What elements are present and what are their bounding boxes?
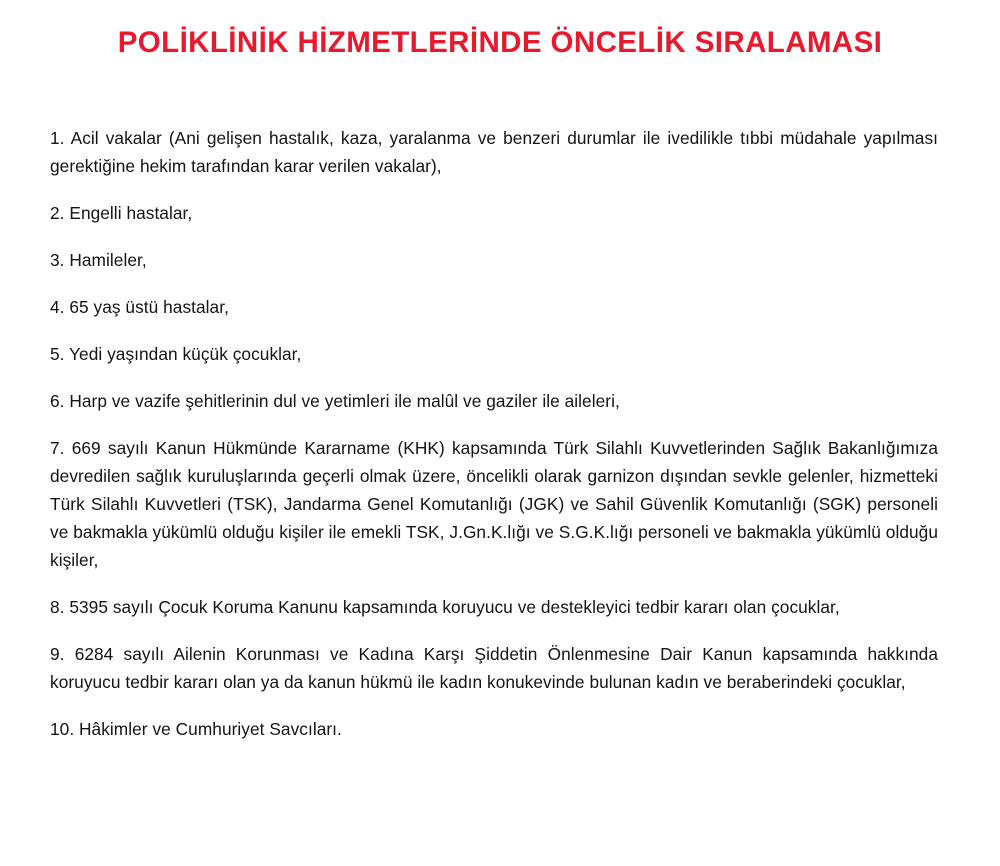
list-item: 3. Hamileler, (50, 249, 147, 270)
list-item: 7. 669 sayılı Kanun Hükmünde Kararname (KHK) kapsamında Türk Silahlı Kuvvetlerinden Sağlık Bakanlığımıza devredilen sağlık kuruluşlarında geçerli olmak üzere, öncelikli olarak garnizon dışından sevkle gelenler, hizmetteki Türk Silahlı Kuvvetleri (TSK), Jandarma Genel Komutanlığı (JGK) ve Sahil Güvenlik Komutanlığı (SGK) personeli ve bakmakla yükümlü olduğu kişiler ile emekli TSK, J.Gn.K.lığı ve S.G.K.lığı personeli ve bakmakla yükümlü olduğu kişiler, (50, 438, 938, 571)
priority-list (0, 124, 1000, 743)
list-item: 10. Hâkimler ve Cumhuriyet Savcıları. (50, 719, 342, 740)
page-title: POLİKLİNİK HİZMETLERİNDE ÖNCELİK SIRALAMASI (117, 26, 883, 59)
list-item: 8. 5395 sayılı Çocuk Koruma Kanunu kapsamında koruyucu ve destekleyici tedbir kararı olan çocuklar, (50, 597, 840, 618)
list-item: 4. 65 yaş üstü hastalar, (50, 296, 229, 317)
list-item: 2. Engelli hastalar, (50, 202, 193, 223)
list-item: 9. 6284 sayılı Ailenin Korunması ve Kadına Karşı Şiddetin Önlenmesine Dair Kanun kapsamında hakkında koruyucu tedbir kararı olan ya da kanun hükmü ile kadın konukevinde bulunan kadın ve beraberindeki çocuklar, (50, 644, 938, 693)
list-item: 5. Yedi yaşından küçük çocuklar, (50, 344, 302, 364)
list-item: 6. Harp ve vazife şehitlerinin dul ve yetimleri ile malûl ve gaziler ile aileleri, (50, 391, 620, 412)
list-item: 1. Acil vakalar (Ani gelişen hastalık, kaza, yaralanma ve benzeri durumlar ile ivedilikle tıbbi müdahale yapılması gerektiğine hekim tarafından karar verilen vakalar), (50, 127, 938, 176)
